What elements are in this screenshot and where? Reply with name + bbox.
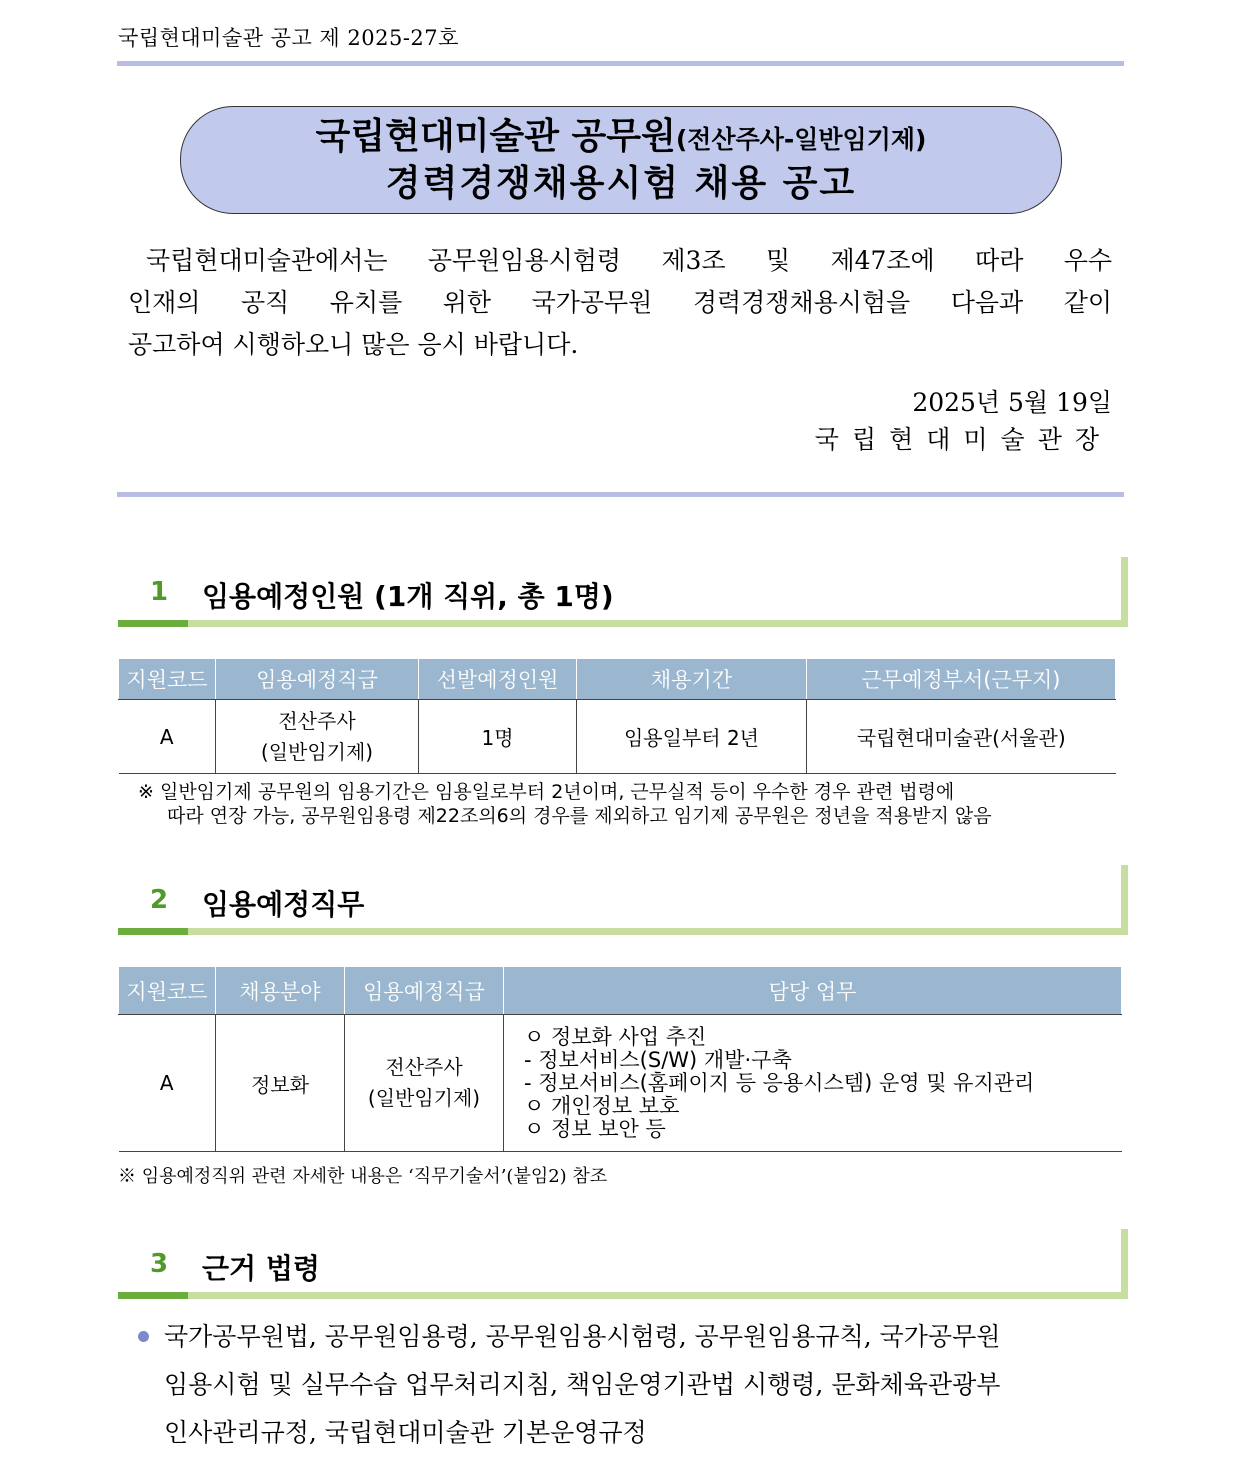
- cell-code: A: [119, 1015, 216, 1152]
- mid-divider: [117, 492, 1124, 497]
- law-line-1: 국가공무원법, 공무원임용령, 공무원임용시험령, 공무원임용규칙, 국가공무원: [164, 1322, 1001, 1351]
- note-line-1: ※ 일반임기제 공무원의 임용기간은 임용일로부터 2년이며, 근무실적 등이 우수한 경우 관련 법령에: [138, 781, 955, 803]
- col-header: 채용기간: [577, 659, 807, 700]
- grade-line-1: 전산주사: [278, 708, 356, 733]
- intro-line-2: 인재의 공직 유치를 위한 국가공무원 경력경쟁채용시험을 다음과 같이: [128, 288, 1112, 317]
- section-2-title: 임용예정직무: [202, 888, 365, 921]
- duty-item: - 정보서비스(S/W) 개발·구축: [524, 1047, 792, 1072]
- intro-paragraph: [128, 240, 1112, 366]
- section-1-note: [138, 780, 992, 828]
- table-header-row: [119, 659, 1116, 700]
- law-line-3: 인사관리규정, 국립현대미술관 기본운영규정: [164, 1418, 647, 1447]
- col-header: 담당 업무: [504, 967, 1122, 1015]
- title-banner: [180, 106, 1062, 214]
- cell-code: A: [119, 700, 216, 774]
- law-list: [138, 1313, 1128, 1457]
- notice-date: 2025년 5월 19일: [912, 388, 1112, 417]
- title-sub: (전산주사-일반임기제): [675, 125, 927, 154]
- cell-count: 1명: [419, 700, 577, 774]
- section-3-number: 3: [150, 1249, 169, 1279]
- col-header: 채용분야: [216, 967, 345, 1015]
- cell-dept: 국립현대미술관(서울관): [807, 700, 1116, 774]
- signature: 국립현대미술관장: [814, 425, 1112, 454]
- title-main: 국립현대미술관 공무원: [315, 116, 676, 157]
- section-2-heading: [118, 865, 1128, 935]
- section-1-title: 임용예정인원 (1개 직위, 총 1명): [202, 580, 614, 613]
- duty-item: ㅇ 정보화 사업 추진: [524, 1024, 707, 1049]
- grade-line-2: (일반임기제): [367, 1086, 481, 1110]
- title-line-1: [181, 115, 1061, 162]
- grade-line-2: (일반임기제): [260, 739, 374, 764]
- recruitment-table: [118, 658, 1116, 774]
- law-line-2: 임용시험 및 실무수습 업무처리지침, 책임운영기관법 시행령, 문화체육관광부: [164, 1370, 1001, 1399]
- cell-period: 임용일부터 2년: [577, 700, 807, 774]
- table-row: [119, 700, 1116, 774]
- table-row: [119, 1015, 1122, 1152]
- section-2-number: 2: [150, 885, 169, 915]
- title-line-2: 경력경쟁채용시험 채용 공고: [385, 163, 857, 204]
- col-header: 지원코드: [119, 659, 216, 700]
- section-3-title: 근거 법령: [202, 1252, 320, 1285]
- table-header-row: [119, 967, 1122, 1015]
- intro-line-3: 공고하여 시행하오니 많은 응시 바랍니다.: [128, 330, 579, 359]
- col-header: 지원코드: [119, 967, 216, 1015]
- cell-grade: [216, 700, 419, 774]
- duty-item: - 정보서비스(홈페이지 등 응용시스템) 운영 및 유지관리: [524, 1070, 1035, 1095]
- cell-duties: [504, 1015, 1122, 1152]
- col-header: 임용예정직급: [345, 967, 504, 1015]
- col-header: 근무예정부서(근무지): [807, 659, 1116, 700]
- duty-item: ㅇ 개인정보 보호: [524, 1093, 680, 1118]
- section-1-heading: [118, 557, 1128, 627]
- duty-item: ㅇ 정보 보안 등: [524, 1116, 666, 1141]
- notice-number: 국립현대미술관 공고 제 2025-27호: [118, 26, 459, 50]
- grade-line-1: 전산주사: [385, 1055, 463, 1079]
- note-line-2: 따라 연장 가능, 공무원임용령 제22조의6의 경우를 제외하고 임기제 공무원은 정년을 적용받지 않음: [167, 805, 992, 827]
- duty-table: [118, 966, 1122, 1152]
- section-2-note: ※ 임용예정직위 관련 자세한 내용은 ‘직무기술서’(붙임2) 참조: [118, 1166, 608, 1187]
- bullet-icon: [138, 1331, 149, 1342]
- intro-line-1: 국립현대미술관에서는 공무원임용시험령 제3조 및 제47조에 따라 우수: [146, 246, 1112, 275]
- section-3-heading: [118, 1229, 1128, 1299]
- cell-grade: [345, 1015, 504, 1152]
- col-header: 임용예정직급: [216, 659, 419, 700]
- col-header: 선발예정인원: [419, 659, 577, 700]
- top-divider: [117, 61, 1124, 66]
- section-1-number: 1: [150, 577, 169, 607]
- cell-field: 정보화: [216, 1015, 345, 1152]
